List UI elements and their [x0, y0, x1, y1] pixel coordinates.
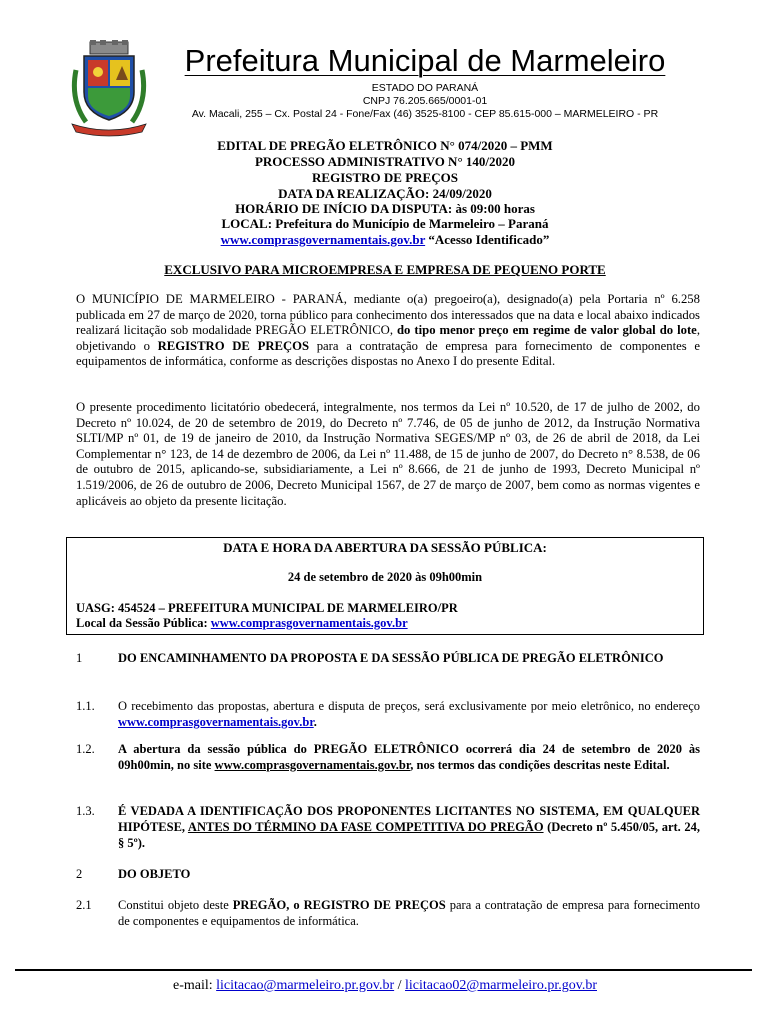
legal-basis-paragraph: O presente procedimento licitatório obedecerá, integralmente, nos termos da Lei nº 10.520, de 17 de julho de 2002, do Decreto nº 10.024, de 20 de setembro de 2019, do Decreto nº 7.746, de 05 de junho de 2012, da Instrução Normativa SLTI/MP nº 01, de 19 de janeiro de 2010, da Instrução Normativa SEGES/MP nº 03, de 26 de abril de 2018, da Lei Complementar n° 123, de 14 de dezembro de 2006, da Lei nº 11.488, de 15 de junho de 2007, do Decreto n° 8.538, de 06 de outubro de 2015, aplicando-se, subsidiariamente, a Lei nº 8.666, de 21 de junho de 1993, Decreto Municipal nº 1.519/2006, de 26 de outubro de 2006, Decreto Municipal 1567, de 27 de março de 2007, bem como as normas vigentes e aplicáveis ao objeto da presente licitação.	[76, 400, 700, 508]
cnpj-number: CNPJ 76.205.665/0001-01	[362, 95, 488, 107]
access-note: “Acesso Identificado”	[425, 232, 550, 247]
section-number: 2	[76, 867, 83, 881]
site-link[interactable]: www.comprasgovernamentais.gov.br	[220, 232, 426, 247]
footer-emails: e-mail: licitacao@marmeleiro.pr.gov.br / licitacao02@marmeleiro.pr.gov.br	[172, 978, 597, 993]
session-local: Local da Sessão Pública: www.comprasgovernamentais.gov.br	[76, 616, 408, 630]
section-title: DO ENCAMINHAMENTO DA PROPOSTA E DA SESSÃO PÚBLICA DE PREGÃO ELETRÔNICO	[118, 651, 664, 665]
item-text: O recebimento das propostas, abertura e disputa de preços, será exclusivamente por meio eletrônico, no endereço www.comprasgovernamentais.gov.br.	[118, 699, 700, 729]
item-number: 2.1	[76, 898, 92, 912]
edital-number: EDITAL DE PREGÃO ELETRÔNICO N° 074/2020 – PMM	[217, 138, 553, 153]
email-link-1[interactable]: licitacao@marmeleiro.pr.gov.br	[216, 978, 395, 993]
email-link-2[interactable]: licitacao02@marmeleiro.pr.gov.br	[405, 978, 597, 993]
session-date: 24 de setembro de 2020 às 09h00min	[287, 570, 483, 584]
process-number: PROCESSO ADMINISTRATIVO N° 140/2020	[254, 154, 516, 169]
footer-divider	[15, 969, 752, 971]
item-text: Constitui objeto deste PREGÃO, o REGISTRO DE PREÇOS para a contratação de empresa para fornecimento de componentes e equipamentos de informática.	[118, 898, 701, 928]
dispute-time: HORÁRIO DE INÍCIO DA DISPUTA: às 09:00 horas	[235, 201, 535, 216]
section-number: 1	[76, 651, 83, 665]
section-title: DO OBJETO	[118, 867, 191, 881]
item-number: 1.3.	[76, 804, 95, 818]
site-line	[70, 232, 700, 248]
page-title: Prefeitura Municipal de Marmeleiro	[184, 43, 666, 78]
item-text: A abertura da sessão pública do PREGÃO ELETRÔNICO ocorrerá dia 24 de setembro de 2020 às 09h00min, no site www.comprasgovernamentais.gov.br, nos termos das condições descritas neste Edital.	[118, 742, 700, 772]
item-number: 1.2.	[76, 742, 95, 756]
price-registry: REGISTRO DE PREÇOS	[312, 170, 458, 185]
address-line: Av. Macali, 255 – Cx. Postal 24 - Fone/Fax (46) 3525-8100 - CEP 85.615-000 – MARMELEIRO - PR	[191, 108, 659, 120]
session-heading: DATA E HORA DA ABERTURA DA SESSÃO PÚBLICA:	[223, 540, 547, 555]
item-number: 1.1.	[76, 699, 95, 713]
item-site-link[interactable]: www.comprasgovernamentais.gov.br	[118, 715, 314, 729]
municipal-coat-of-arms	[68, 40, 150, 138]
intro-paragraph: O MUNICÍPIO DE MARMELEIRO - PARANÁ, mediante o(a) pregoeiro(a), designado(a) pela Portaria nº 6.258 publicada em 27 de março de 2020, torna público para conhecimento dos interessados que na data e local abaixo indicados realizará licitação sob modalidade PREGÃO ELETRÔNICO, do tipo menor preço em regime de valor global do lote, objetivando o REGISTRO DE PREÇOS para a contratação de empresa para fornecimento de componentes e equipamentos de informática, conforme as descrições dispostas no Anexo I do presente Edital.	[76, 292, 700, 369]
uasg-line: UASG: 454524 – PREFEITURA MUNICIPAL DE MARMELEIRO/PR	[76, 601, 458, 615]
state-name: ESTADO DO PARANÁ	[371, 82, 479, 94]
session-site-link[interactable]: www.comprasgovernamentais.gov.br	[210, 616, 408, 630]
location: LOCAL: Prefeitura do Município de Marmeleiro – Paraná	[221, 216, 549, 231]
realization-date: DATA DA REALIZAÇÃO: 24/09/2020	[278, 186, 492, 201]
exclusive-notice: EXCLUSIVO PARA MICROEMPRESA E EMPRESA DE PEQUENO PORTE	[164, 262, 606, 277]
item-text: É VEDADA A IDENTIFICAÇÃO DOS PROPONENTES LICITANTES NO SISTEMA, EM QUALQUER HIPÓTESE, ANTES DO TÉRMINO DA FASE COMPETITIVA DO PREGÃO (Decreto nº 5.450/05, art. 24, § 5º).	[118, 804, 700, 850]
